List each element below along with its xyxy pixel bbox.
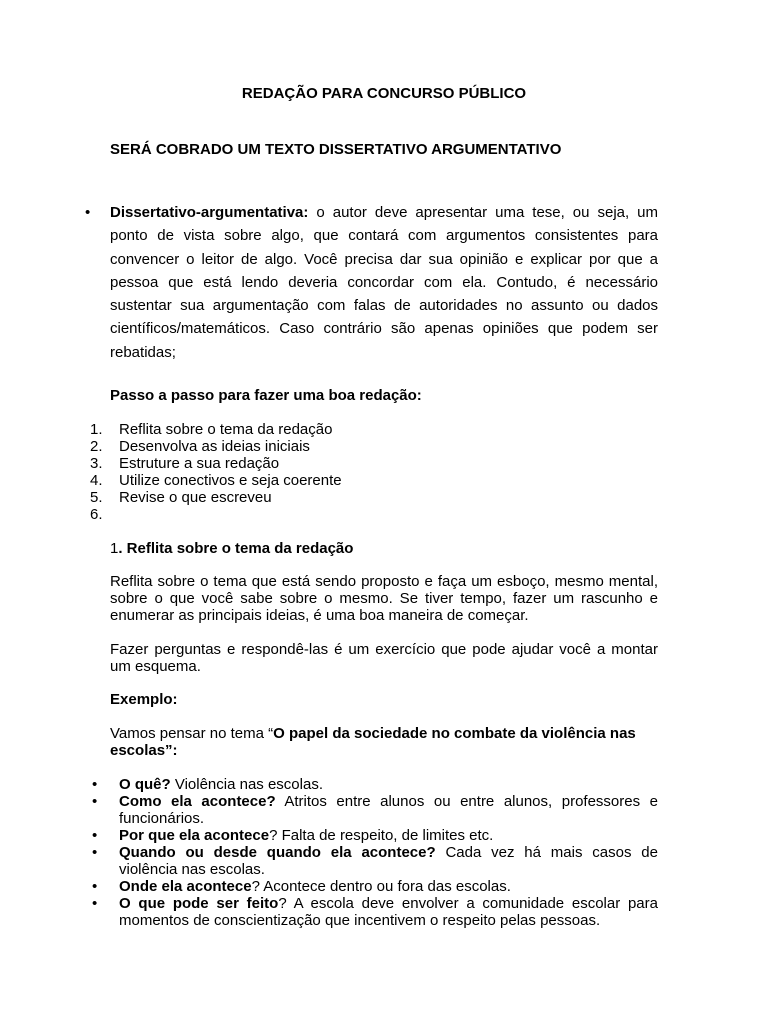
list-item [90,489,342,506]
steps-heading: Passo a passo para fazer uma boa redação: [110,387,422,404]
theme-prefix: Vamos pensar no tema “ [110,725,274,742]
list-item [90,421,342,438]
answer: Violência nas escolas. [170,776,323,793]
list-item [90,438,342,455]
theme-title: O papel da sociedade no combate da violência nas escolas”: [110,725,636,759]
question: Quando ou desde quando ela acontece? [119,844,436,861]
bullet-icon: • [85,204,91,221]
list-item [90,455,342,472]
answer: Atritos entre alunos ou entre alunos, professores e funcionários. [119,793,658,827]
bullet-icon: • [92,844,98,861]
step-text: Estruture a sua redação [119,455,280,472]
steps-list [90,421,342,523]
answer: Cada vez há mais casos de violência nas escolas. [119,844,658,878]
step-text: Revise o que escreveu [119,489,272,506]
step-number: 3. [90,455,103,472]
step-number: 1. [90,421,103,438]
list-item [90,506,342,523]
intro-text: o autor deve apresentar uma tese, ou seja, um ponto de vista sobre algo, que contará com argumentos consistentes para convencer o leitor de algo. Você precisa dar sua opinião e explicar por que a pessoa que está lendo deveria concordar com ela. Contudo, é necessário sustentar sua argumentação com falas de autoridades no assunto ou dados científicos/matemáticos. Caso contrário são apenas opiniões que podem ser rebatidas; [110,204,658,361]
page-title: REDAÇÃO PARA CONCURSO PÚBLICO [241,85,527,102]
example-label: Exemplo: [110,691,178,708]
questions-list [92,776,658,929]
intro-paragraph [110,201,658,364]
bullet-icon: • [92,827,98,844]
page-subtitle: SERÁ COBRADO UM TEXTO DISSERTATIVO ARGUMENTATIVO [110,141,562,158]
list-item [92,827,658,844]
step-text: Reflita sobre o tema da redação [119,421,333,438]
bullet-icon: • [92,895,98,912]
list-item [92,844,658,878]
bullet-icon: • [92,793,98,810]
step-number: 5. [90,489,103,506]
answer: ? Acontece dentro ou fora das escolas. [251,878,511,895]
section-paragraph-2: Fazer perguntas e respondê-las é um exercício que pode ajudar você a montar um esquema. [110,641,658,675]
step-text: Desenvolva as ideias iniciais [119,438,310,455]
question: Como ela acontece? [119,793,276,810]
answer: ? A escola deve envolver a comunidade escolar para momentos de conscientização que incentivem o respeito pelas pessoas. [119,895,658,929]
question: O que pode ser feito [119,895,279,912]
intro-term: Dissertativo-argumentativa: [110,204,309,221]
answer: ? Falta de respeito, de limites etc. [269,827,494,844]
section-paragraph-1: Reflita sobre o tema que está sendo proposto e faça um esboço, mesmo mental, sobre o que você sabe sobre o mesmo. Se tiver tempo, fazer um rascunho e enumerar as principais ideias, é uma boa maneira de começar. [110,573,658,624]
list-item [92,895,658,929]
section-number: 1 [110,540,119,557]
step-text: Utilize conectivos e seja coerente [119,472,342,489]
theme-paragraph [110,725,658,759]
question: Por que ela acontece [119,827,270,844]
list-item [90,472,342,489]
step-number: 6. [90,506,103,523]
section-title: . Reflita sobre o tema da redação [118,540,354,557]
bullet-icon: • [92,776,98,793]
list-item [92,776,658,793]
question: O quê? [119,776,171,793]
step-number: 4. [90,472,103,489]
bullet-icon: • [92,878,98,895]
question: Onde ela acontece [119,878,252,895]
list-item [92,793,658,827]
list-item [92,878,658,895]
section-heading [110,540,353,558]
step-number: 2. [90,438,103,455]
